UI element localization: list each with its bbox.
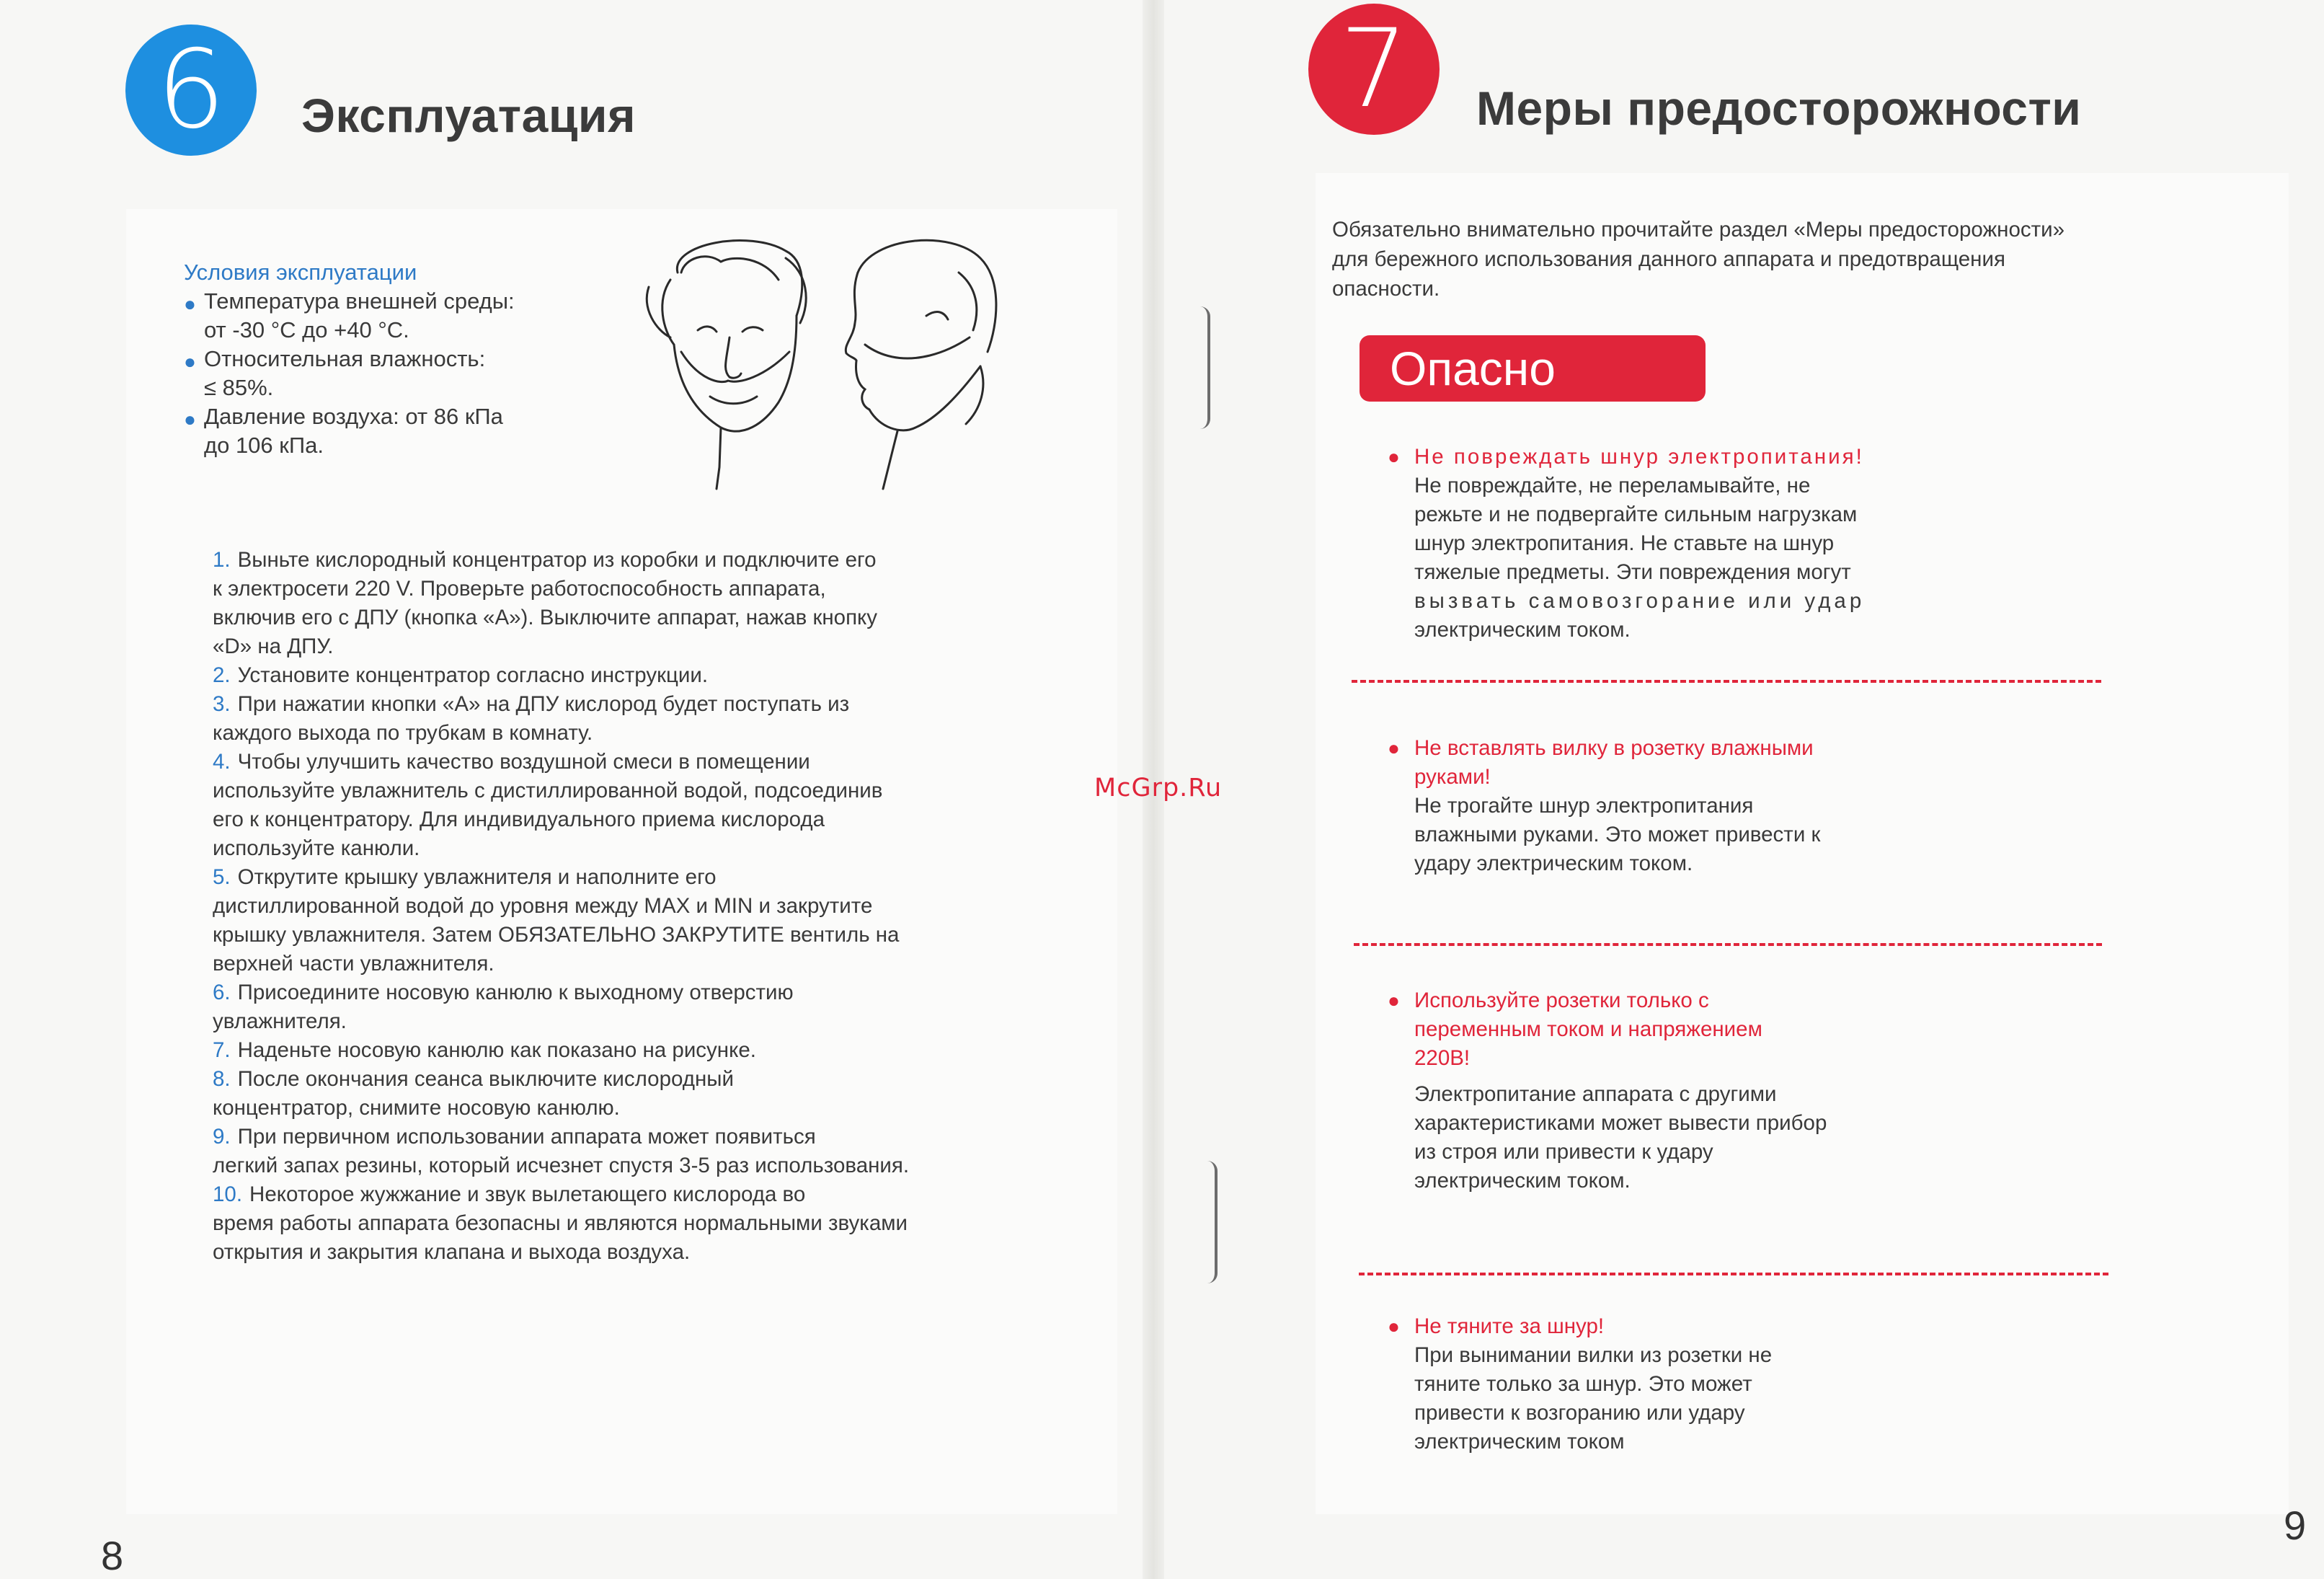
step-item: 8. После окончания сеанса выключите кислородный концентратор, снимите носовую канюлю. bbox=[213, 1067, 734, 1120]
condition-item: ● Давление воздуха: от 86 кПа до 106 кПа. bbox=[184, 404, 503, 458]
operation-steps bbox=[213, 546, 1070, 1267]
bullet-icon: ● bbox=[184, 293, 196, 315]
divider bbox=[1352, 680, 2101, 683]
step-item: 6. Присоедините носовую канюлю к выходному отверстию увлажнителя. bbox=[213, 981, 794, 1033]
divider bbox=[1354, 943, 2102, 946]
step-item: 9. При первичном использовании аппарата может появиться легкий запах резины, который исчезнет спустя 3-5 раз использования. bbox=[213, 1125, 910, 1177]
section-7-title: Меры предосторожности bbox=[1476, 81, 2082, 135]
step-item: 3. При нажатии кнопки «А» на ДПУ кислород будет поступать из каждого выхода по трубкам в комнату. bbox=[213, 692, 850, 745]
operating-conditions bbox=[184, 258, 587, 460]
condition-item: ● Температура внешней среды: от -30 °C до +40 °C. bbox=[184, 288, 515, 342]
step-item: 4. Чтобы улучшить качество воздушной смеси в помещении используйте увлажнитель с дистиллированной водой, подсоединив его к концентратору. Для индивидуального приема кислорода используйте канюли. bbox=[213, 750, 883, 860]
section-6-number: 6 bbox=[156, 27, 226, 153]
conditions-title: Условия эксплуатации bbox=[184, 260, 417, 285]
page-number-left: 8 bbox=[101, 1533, 124, 1578]
step-item: 5. Открутите крышку увлажнителя и наполните его дистиллированной водой до уровня между MAX и MIN и закрутите крышку увлажнителя. Затем ОБЯЗАТЕЛЬНО ЗАКРУТИТЕ вентиль на верхней части увлажнителя. bbox=[213, 865, 900, 976]
condition-item: ● Относительная влажность: ≤ 85%. bbox=[184, 346, 486, 400]
warning-item: ● Используйте розетки только с переменным током и напряжением 220В! Электропитание аппарата с другими характеристиками может вывести прибор из строя или привести к удару электрическим током. bbox=[1388, 986, 1950, 1195]
divider bbox=[1359, 1273, 2108, 1275]
left-page bbox=[0, 0, 1153, 1579]
page-number-right: 9 bbox=[2284, 1503, 2307, 1548]
section-7-number: 7 bbox=[1339, 6, 1409, 132]
section-6-title: Эксплуатация bbox=[301, 89, 636, 142]
bullet-icon: ● bbox=[1388, 737, 1400, 759]
bullet-icon: ● bbox=[1388, 1315, 1400, 1337]
intro-text: Обязательно внимательно прочитайте раздел «Меры предосторожности» для бережного использования данного аппарата и предотвращения опасности. bbox=[1332, 218, 2065, 301]
bullet-icon: ● bbox=[1388, 989, 1400, 1012]
step-item: 2. Установите концентратор согласно инструкции. bbox=[213, 663, 709, 687]
warning-item: ● Не тяните за шнур! При вынимании вилки из розетки не тяните только за шнур. Это может привести к возгоранию или удару электрическим током bbox=[1388, 1312, 1950, 1456]
bullet-icon: ● bbox=[1388, 446, 1400, 468]
section-6-circle bbox=[125, 25, 257, 156]
danger-badge: Опасно bbox=[1360, 335, 1706, 402]
bullet-icon: ● bbox=[184, 350, 196, 373]
step-item: 7. Наденьте носовую канюлю как показано на рисунке. bbox=[213, 1038, 756, 1062]
bullet-icon: ● bbox=[184, 408, 196, 430]
warning-item: ● Не вставлять вилку в розетку влажными руками! Не трогайте шнур электропитания влажными руками. Это может привести к удару электрическим током. bbox=[1388, 734, 1950, 878]
step-item: 10. Некоторое жужжание и звук вылетающего кислорода во время работы аппарата безопасны и являются нормальными звуками открытия и закрытия клапана и выхода воздуха. bbox=[213, 1182, 908, 1264]
warning-item: ● Не повреждать шнур электропитания! Не повреждайте, не переламывайте, не режьте и не подвергайте сильным нагрузкам шнур электропитания. Не ставьте на шнур тяжелые предметы. Эти повреждения могут вызвать самовозгорание или удар электрическим током. bbox=[1388, 443, 1950, 645]
nasal-cannula-illustration bbox=[642, 229, 1002, 496]
step-item: 1. Выньте кислородный концентратор из коробки и подключите его к электросети 220 V. Проверьте работоспособность аппарата, включив его с ДПУ (кнопка «А»). Выключите аппарат, нажав кнопку «D» на ДПУ. bbox=[213, 548, 878, 658]
section-7-circle bbox=[1308, 4, 1440, 135]
watermark: McGrp.Ru bbox=[1094, 774, 1223, 802]
